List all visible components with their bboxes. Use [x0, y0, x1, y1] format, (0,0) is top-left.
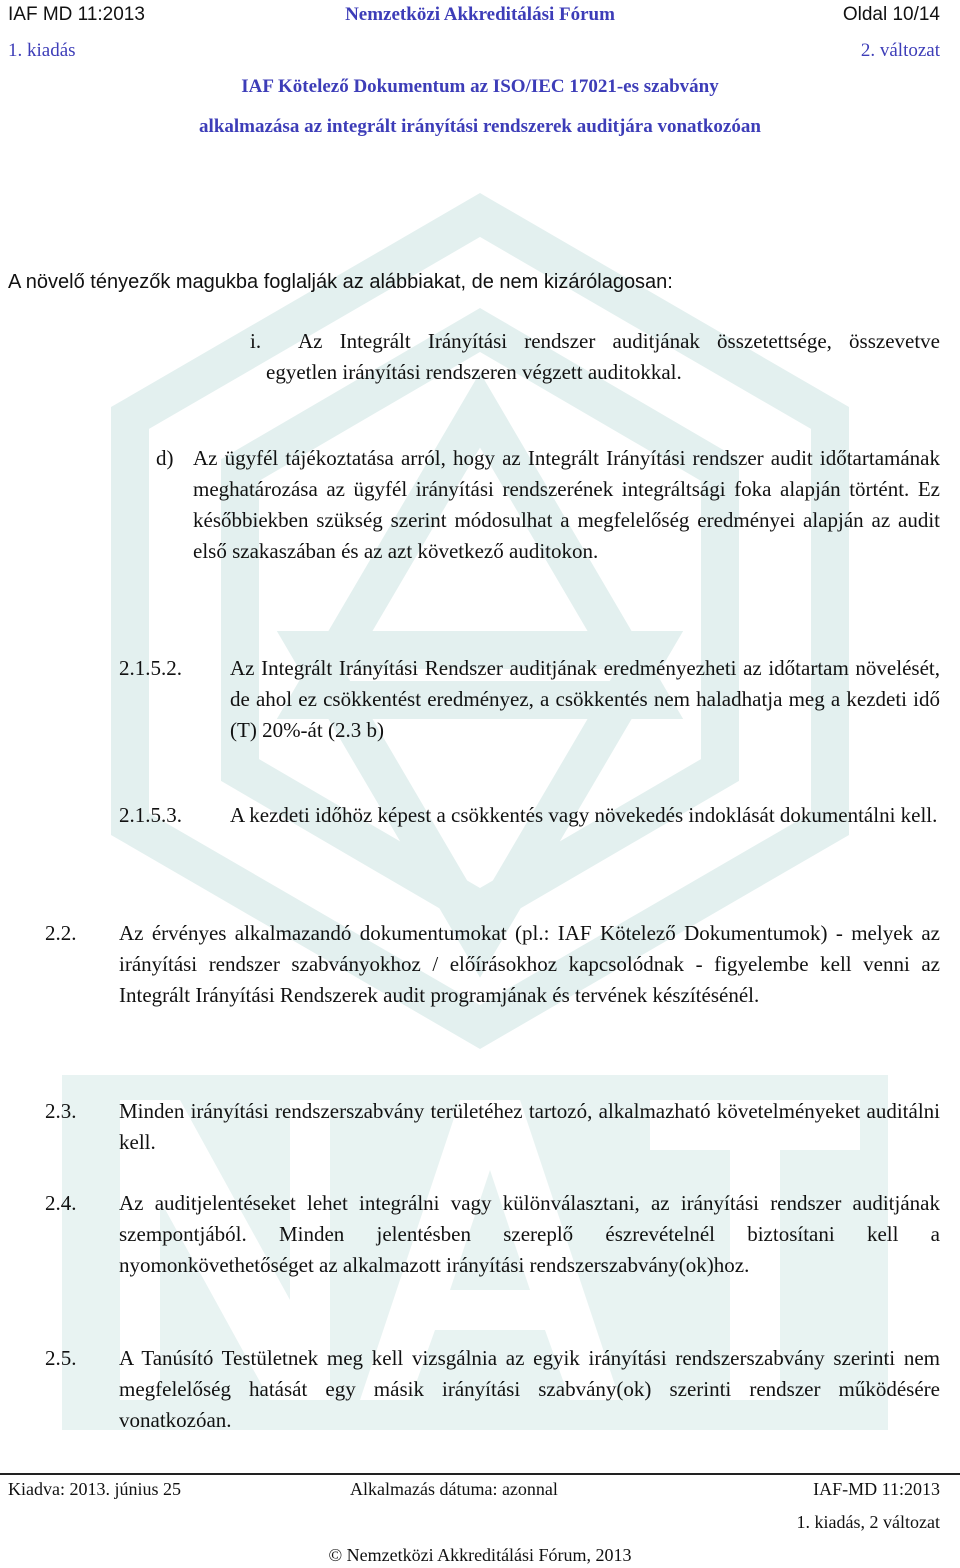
footer-application-date: Alkalmazás dátuma: azonnal [350, 1479, 558, 1499]
header-edition: 1. kiadás [8, 40, 76, 61]
header-page-number: Oldal 10/14 [842, 4, 940, 25]
section-2152-text: Az Integrált Irányítási Rendszer auditjának eredményezheti az időtartam növelését, de ahol ez csökkentést eredményez, a csökkentés nem haladhatja meg a kezdeti idő (T) 20%-át (2.3 b) [230, 656, 940, 742]
section-2152-number: 2.1.5.2. [119, 656, 182, 680]
header-version: 2. változat [860, 40, 940, 61]
section-22-number: 2.2. [45, 921, 77, 945]
item-i-marker: i. [250, 329, 262, 353]
intro-text: A növelő tényezők magukba foglalják az alábbiakat, de nem kizárólagosan: [8, 271, 673, 293]
footer-divider [0, 1473, 960, 1475]
item-i-text: Az Integrált Irányítási rendszer auditjának összetettsége, összevetve egyetlen irányítási rendszeren végzett auditokkal. [266, 329, 940, 384]
section-25-text: A Tanúsító Testületnek meg kell vizsgálnia az egyik irányítási rendszerszabvány szerinti nem megfelelőség hatását egy másik irányítási szabvány(ok) szerinti rendszer működésére vonatkozóan. [119, 1346, 940, 1432]
footer-doc-code: IAF-MD 11:2013 [813, 1479, 940, 1499]
section-2153-text: A kezdeti időhöz képest a csökkentés vagy növekedés indoklását dokumentálni kell. [230, 803, 938, 827]
section-23-number: 2.3. [45, 1099, 77, 1123]
item-d-marker: d) [156, 446, 174, 470]
header-forum: Nemzetközi Akkreditálási Fórum [345, 4, 615, 25]
footer-issued: Kiadva: 2013. június 25 [8, 1479, 181, 1499]
section-22-text: Az érvényes alkalmazandó dokumentumokat (pl.: IAF Kötelező Dokumentumok) - melyek az irányítási rendszer szabványokhoz / előírásokhoz kapcsolódnak - figyelembe kell venni az Integrált Irányítási Rendszerek audit programjának és tervének készítésénél. [119, 921, 940, 1007]
section-24-number: 2.4. [45, 1191, 77, 1215]
header-title-line1: IAF Kötelező Dokumentum az ISO/IEC 17021-es szabvány [241, 76, 719, 97]
header-doc-code: IAF MD 11:2013 [8, 4, 145, 25]
footer-copyright: © Nemzetközi Akkreditálási Fórum, 2013 [328, 1545, 632, 1565]
footer-edition-version: 1. kiadás, 2 változat [796, 1512, 940, 1532]
section-25-number: 2.5. [45, 1346, 77, 1370]
item-d-text: Az ügyfél tájékoztatása arról, hogy az Integrált Irányítási rendszer audit időtartamának meghatározása az ügyfél irányítási rendszerének integráltsági foka alapján történt. Ez későbbiekben szükség szerint módosulhat a megfelelőség eredményei alapján az audit első szakaszában és az azt következő auditokon. [193, 446, 940, 563]
section-23-text: Minden irányítási rendszerszabvány területéhez tartozó, alkalmazható követelményeket auditálni kell. [119, 1099, 940, 1154]
header-title-line2: alkalmazása az integrált irányítási rendszerek auditjára vonatkozóan [199, 116, 761, 137]
section-24-text: Az auditjelentéseket lehet integrálni vagy különválasztani, az irányítási rendszer auditjának szempontjából. Minden jelentésben szereplő észrevételnél biztosítani kell a nyomonkövethetőséget az alkalmazott irányítási rendszerszabvány(ok)hoz. [119, 1191, 940, 1277]
section-2153-number: 2.1.5.3. [119, 803, 182, 827]
